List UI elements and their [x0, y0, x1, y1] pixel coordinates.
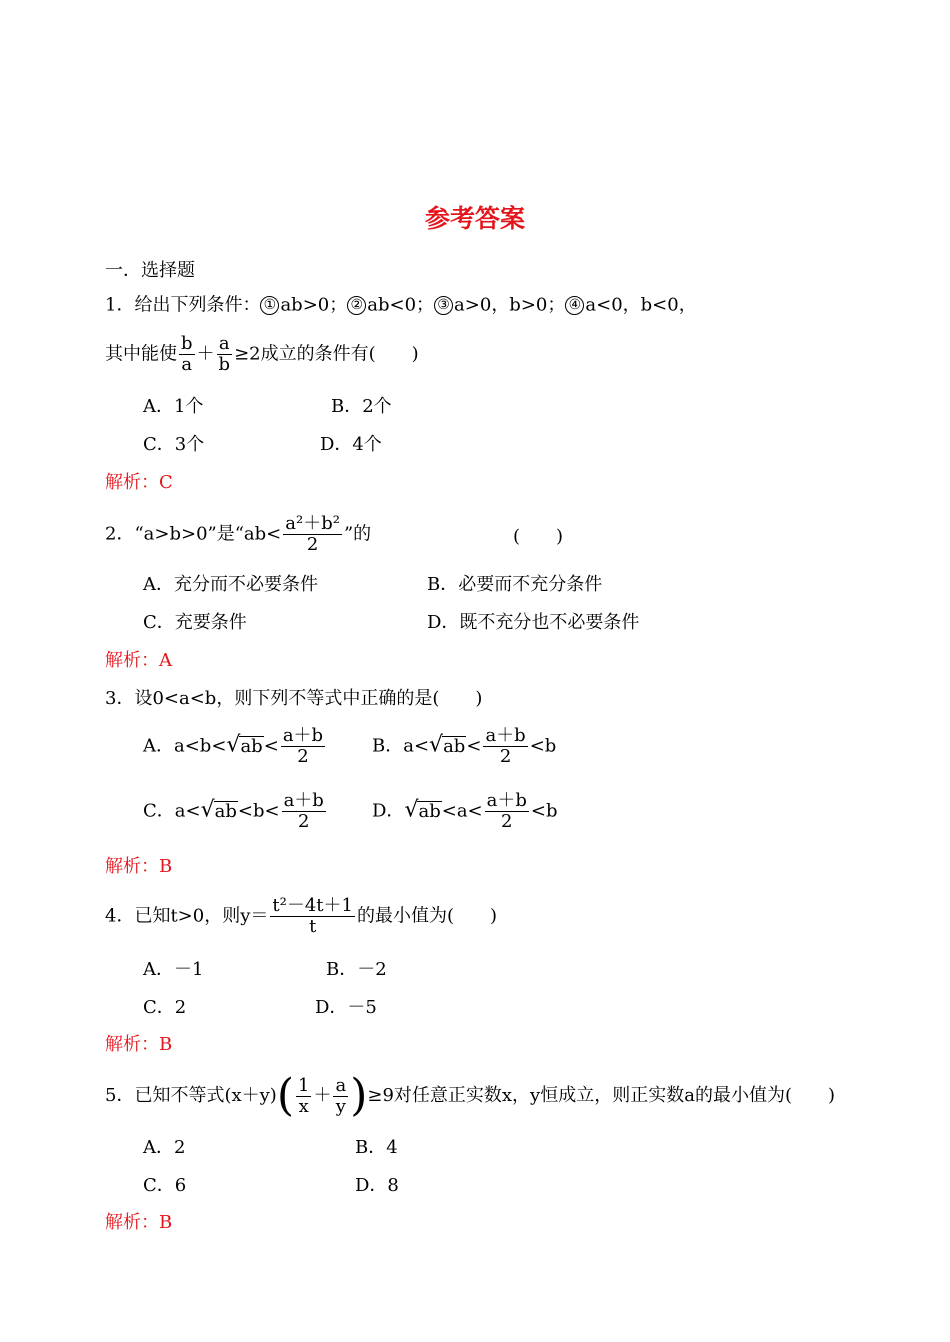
q5-fraction-1-over-x: $\frac{1}{x}$ [298, 1074, 310, 1117]
q2-stem-suffix: ”的 [343, 523, 372, 545]
q2-answer: 解析：A [105, 650, 172, 671]
q1-answer: 解析：C [105, 472, 173, 493]
q3-a-sqrt: ab [240, 735, 263, 757]
q5-option-c: C．6 [143, 1175, 187, 1196]
page-title: 参考答案 [424, 204, 525, 233]
q5-answer: 解析：B [105, 1212, 173, 1233]
q3-a-fraction: $\frac{a+b}{2}$ [282, 725, 324, 767]
circled-3: ③ [434, 296, 453, 315]
q5-plus: ＋ [313, 1085, 332, 1106]
q1-cond3: a>0，b>0； [454, 294, 566, 316]
q2-stem-prefix: 2．“a>b>0”是“ab< [105, 523, 282, 545]
circled-4: ④ [565, 296, 584, 315]
q4-stem-suffix: 的最小值为( ) [356, 905, 498, 927]
circled-1: ① [260, 296, 279, 315]
q5-stem-prefix: 5．已知不等式(x＋y) [105, 1085, 277, 1106]
q3-option-b: B．a<√ab< $\frac{a+b}{2}$ <b [372, 725, 557, 767]
q1-cond4: a<0，b<0， [585, 294, 697, 316]
q3-option-c: C．a<√ab<b< $\frac{a+b}{2}$ [143, 790, 324, 832]
q1-stem-line1 [105, 296, 697, 315]
q3-stem: 3．设0<a<b，则下列不等式中正确的是( ) [105, 688, 483, 709]
q2-option-c: C．充要条件 [143, 612, 247, 633]
q2-fraction: $\frac{\text{a²＋b²}}{2}$ [285, 513, 340, 555]
section-heading: 一．选择题 [105, 260, 195, 281]
q1-option-a: A．1个 [143, 396, 204, 417]
q3-b-fraction: $\frac{a+b}{2}$ [485, 725, 526, 767]
q1-line2-suffix: ≥2成立的条件有( ) [234, 343, 419, 365]
q4-fraction: $\frac{\text{t²－4t＋1}}{t}$ [272, 895, 353, 937]
q3-d-fraction: $\frac{a+b}{2}$ [486, 790, 527, 832]
q4-stem-prefix: 4．已知t>0，则y＝ [105, 905, 269, 927]
q4-option-a: A．－1 [143, 959, 204, 980]
q3-b-sqrt: ab [443, 735, 466, 757]
q5-option-a: A．2 [143, 1137, 186, 1158]
q5-option-d: D．8 [355, 1175, 399, 1196]
q2-option-b: B．必要而不充分条件 [427, 574, 603, 595]
q1-fraction-a-over-b: $\frac{a}{b}$ [218, 333, 231, 375]
q4-option-c: C．2 [143, 997, 187, 1018]
q2-stem [105, 514, 371, 555]
q2-option-a: A．充分而不必要条件 [143, 574, 318, 595]
q3-option-d: D．√ab<a< $\frac{a+b}{2}$ <b [372, 790, 558, 832]
q3-option-a: A．a<b<√ab< $\frac{a+b}{2}$ [143, 725, 324, 767]
q3-c-sqrt: ab [214, 800, 237, 822]
q4-stem [105, 896, 497, 937]
q4-answer: 解析：B [105, 1034, 173, 1055]
q3-answer: 解析：B [105, 856, 173, 877]
q3-c-fraction: $\frac{a+b}{2}$ [283, 790, 324, 832]
q5-option-b: B．4 [355, 1137, 398, 1158]
q1-stem-prefix: 1．给出下列条件： [105, 294, 261, 316]
circled-2: ② [347, 296, 366, 315]
q1-line2-prefix: 其中能使 [105, 343, 177, 365]
q5-stem-suffix: ≥9对任意正实数x，y恒成立，则正实数a的最小值为( ) [367, 1085, 835, 1106]
q1-cond2: ab<0； [367, 294, 435, 316]
q4-option-d: D．－5 [315, 997, 377, 1018]
q5-stem: 5．已知不等式(x＋y)( $\frac{1}{x}$ ＋ $\frac{a}{y}$ )≥9对任意正实数x，y恒成立，则正实数a的最小值为( ) [105, 1070, 835, 1121]
q1-option-c: C．3个 [143, 434, 205, 455]
q2-answer-paren: ( ) [513, 526, 564, 547]
q1-cond1: ab>0； [280, 294, 348, 316]
q5-fraction-a-over-y: $\frac{a}{y}$ [335, 1074, 347, 1117]
q1-stem-line2 [105, 334, 419, 375]
q1-plus: ＋ [196, 343, 215, 365]
q2-option-d: D．既不充分也不必要条件 [427, 612, 640, 633]
q1-fraction-b-over-a: $\frac{b}{a}$ [181, 333, 193, 375]
q1-option-b: B．2个 [331, 396, 392, 417]
q4-option-b: B．－2 [326, 959, 387, 980]
q3-d-sqrt: ab [418, 800, 441, 822]
q1-option-d: D．4个 [320, 434, 382, 455]
